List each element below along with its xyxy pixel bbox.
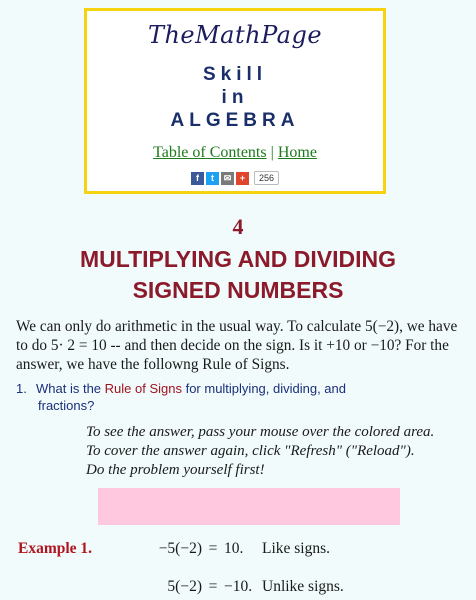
share-bar [87,171,383,185]
course-subtitle-line3: ALGEBRA [170,110,300,131]
site-header [84,8,386,194]
example-label: Example 1. [18,540,93,557]
question-text-after: for multiplying, dividing, and [181,381,346,396]
equation-rhs: 10. [224,540,244,557]
question-1 [16,380,456,414]
equation-rhs: −10. [224,578,253,595]
instruction-line2: To cover the answer again, click "Refresh" ("Reload"). [86,443,415,459]
header-nav [87,144,383,162]
instruction-line3: Do the problem yourself first! [86,462,265,478]
nav-separator: | [270,144,274,161]
course-subtitle-line2: in [221,87,249,108]
email-share-icon[interactable]: ✉ [221,172,234,185]
equation-note: Unlike signs. [262,578,344,595]
page-title-line2: SIGNED NUMBERS [132,277,344,303]
equation-operator: = [208,540,218,557]
equation-lhs: 5(−2) [167,578,202,595]
question-text-before: What is the [36,381,105,396]
table-of-contents-link[interactable]: Table of Contents [153,144,267,161]
share-count: 256 [254,171,279,185]
equation-row [146,578,344,596]
rule-of-signs-link[interactable]: Rule of Signs [104,381,182,396]
page-title [0,244,476,306]
twitter-share-icon[interactable]: t [206,172,219,185]
more-share-icon[interactable]: + [236,172,249,185]
home-link[interactable]: Home [277,144,317,161]
question-text-line2: fractions? [38,398,95,413]
page-title-line1: MULTIPLYING AND DIVIDING [79,246,397,272]
equation-row [146,540,330,558]
facebook-share-icon[interactable]: f [191,172,204,185]
instruction-line1: To see the answer, pass your mouse over the colored area. [86,424,435,440]
instructions [86,423,471,480]
chapter-number: 4 [232,214,244,239]
course-subtitle-line1: Skill [202,64,268,85]
intro-paragraph: We can only do arithmetic in the usual way. To calculate 5(−2), we have to do 5· 2 = 10 -- and then decide on the sign. Is it +10 or −10? For the answer, we have the followng Rule of Signs. [16,318,458,373]
equation-lhs: −5(−2) [158,540,202,557]
hidden-answer-area[interactable] [98,488,400,525]
equation-operator: = [208,578,218,595]
equation-note: Like signs. [262,540,331,557]
question-number: 1. [16,381,27,396]
site-logo[interactable]: TheMathPage [147,21,323,49]
